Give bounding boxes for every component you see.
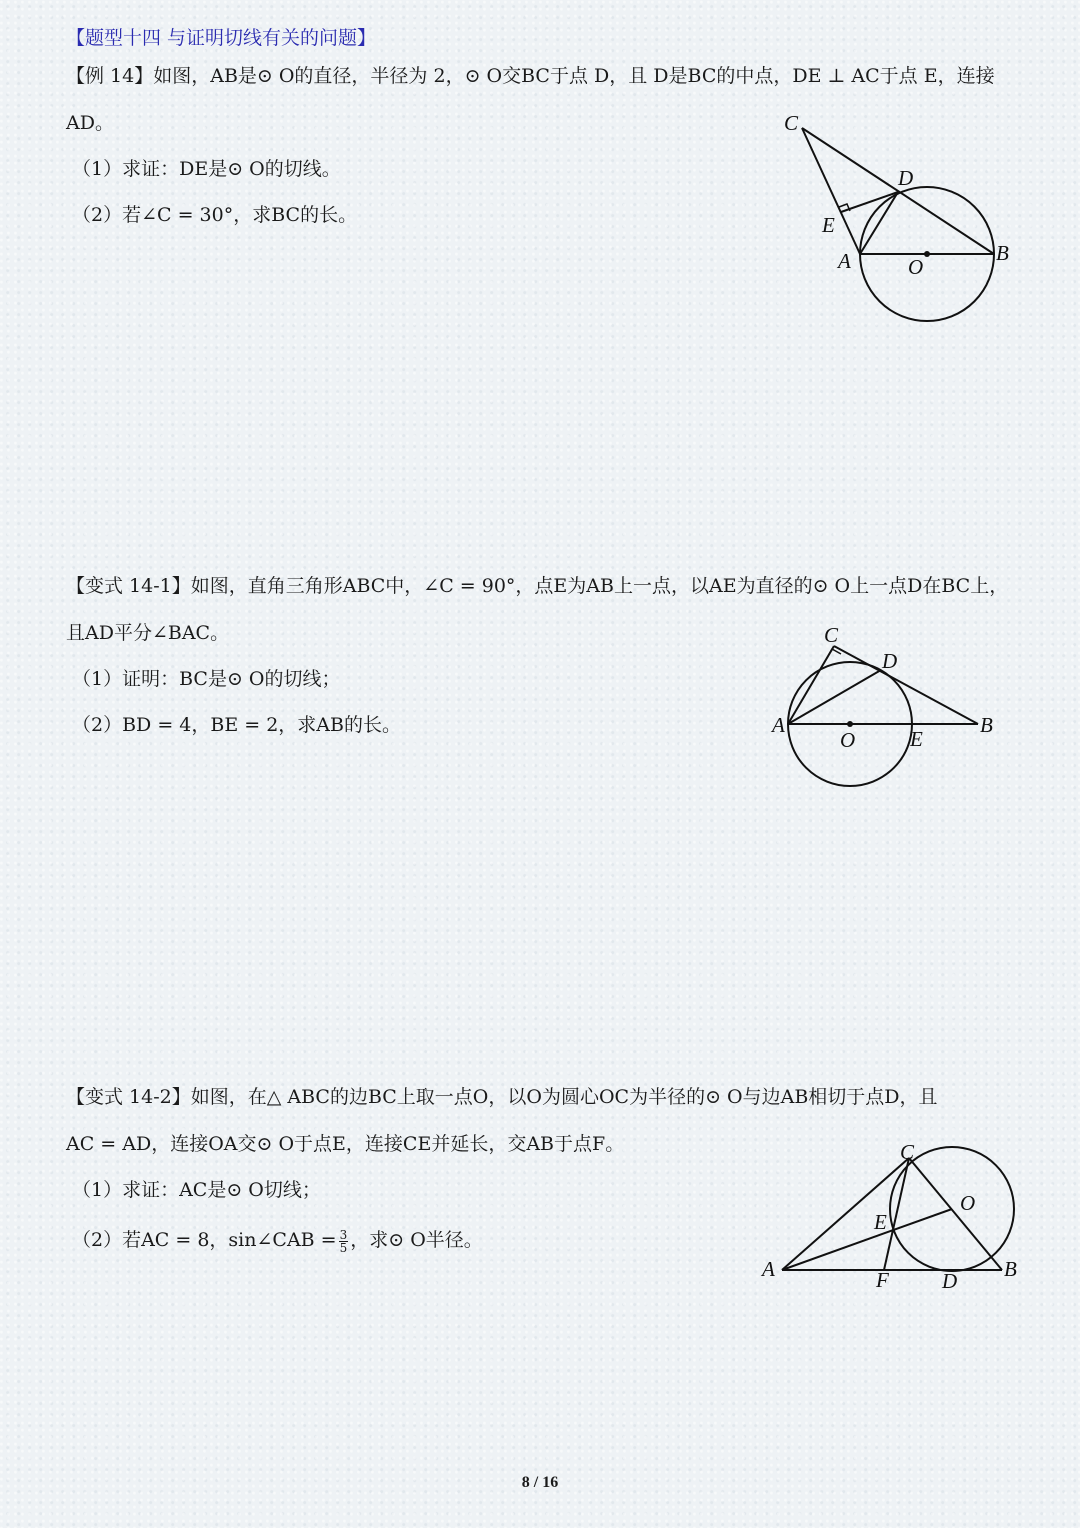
label-b: B bbox=[980, 713, 993, 737]
center-dot bbox=[924, 251, 930, 257]
label-e: E bbox=[874, 1210, 887, 1234]
var1-question-1: （1）证明：BC是⊙ O的切线； bbox=[72, 668, 341, 690]
label-b: B bbox=[996, 241, 1009, 265]
ex14-question-1: （1）求证：DE是⊙ O的切线。 bbox=[72, 158, 341, 180]
label-c: C bbox=[900, 1140, 915, 1164]
label-c: C bbox=[784, 111, 799, 135]
label-d: D bbox=[882, 649, 898, 673]
segment-cb bbox=[909, 1158, 1002, 1270]
fraction-numerator: 3 bbox=[339, 1227, 348, 1242]
var1-statement-line2: 且AD平分∠BAC。 bbox=[66, 622, 230, 644]
label-e: E bbox=[910, 727, 923, 751]
label-a: A bbox=[772, 713, 785, 737]
q2-text-pre: （2）若AC = 8，sin∠CAB = bbox=[72, 1229, 337, 1251]
var1-figure bbox=[770, 620, 1010, 795]
var2-figure bbox=[760, 1140, 1030, 1293]
page-number: 8 / 16 bbox=[521, 1474, 559, 1491]
segment-cf bbox=[884, 1158, 909, 1270]
label-o: O bbox=[908, 255, 924, 279]
section-title: 【题型十四 与证明切线有关的问题】 bbox=[66, 27, 377, 49]
label-d: D bbox=[942, 1269, 958, 1293]
segment-ad bbox=[788, 670, 881, 724]
label-e: E bbox=[822, 213, 835, 237]
q2-text-post: ，求⊙ O半径。 bbox=[350, 1229, 483, 1251]
var1-question-2: （2）BD = 4，BE = 2，求AB的长。 bbox=[72, 714, 401, 736]
center-dot bbox=[847, 721, 853, 727]
label-d: D bbox=[898, 166, 914, 190]
label-c: C bbox=[824, 623, 839, 647]
var2-question-1: （1）求证：AC是⊙ O切线； bbox=[72, 1179, 321, 1201]
ex14-statement-line2: AD。 bbox=[66, 112, 114, 134]
label-f: F bbox=[876, 1268, 889, 1292]
ex14-figure bbox=[770, 108, 1020, 328]
var2-statement-line2: AC = AD，连接OA交⊙ O于点E，连接CE并延长，交AB于点F。 bbox=[66, 1133, 625, 1155]
ex14-question-2: （2）若∠C = 30°，求BC的长。 bbox=[72, 204, 358, 226]
ex14-statement-line1: 【例 14】如图，AB是⊙ O的直径，半径为 2，⊙ O交BC于点 D，且 D是BC的中点，DE ⊥ AC于点 E，连接 bbox=[66, 65, 995, 87]
segment-ao bbox=[782, 1209, 952, 1270]
label-b: B bbox=[1004, 1257, 1017, 1281]
var2-statement-line1: 【变式 14-2】如图，在△ ABC的边BC上取一点O，以O为圆心OC为半径的⊙ O与边AB相切于点D，且 bbox=[66, 1086, 938, 1108]
label-o: O bbox=[840, 728, 856, 752]
fraction-three-fifths bbox=[339, 1229, 349, 1254]
fraction-denominator: 5 bbox=[339, 1240, 348, 1255]
label-a: A bbox=[838, 249, 851, 273]
var1-statement-line1: 【变式 14-1】如图，直角三角形ABC中，∠C = 90°，点E为AB上一点，以AE为直径的⊙ O上一点D在BC上， bbox=[66, 575, 1009, 597]
label-a: A bbox=[762, 1257, 775, 1281]
var2-question-2 bbox=[72, 1228, 483, 1254]
segment-ad bbox=[860, 192, 898, 254]
label-o: O bbox=[960, 1191, 976, 1215]
right-angle-mark bbox=[827, 649, 841, 658]
